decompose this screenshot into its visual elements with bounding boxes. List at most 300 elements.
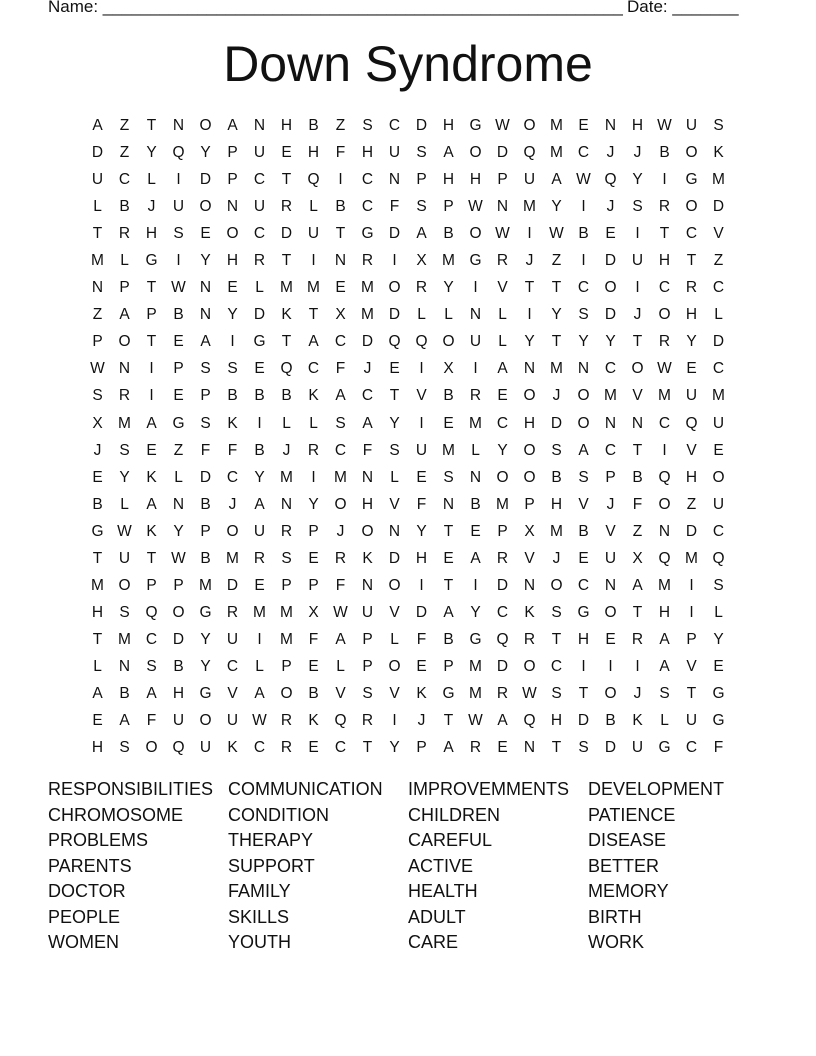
- grid-letter: Y: [470, 603, 481, 621]
- grid-letter: M: [91, 252, 104, 270]
- grid-letter: H: [145, 225, 158, 243]
- grid-letter: Q: [523, 712, 536, 730]
- grid-letter: L: [120, 495, 129, 513]
- grid-letter: Z: [119, 117, 130, 134]
- grid-letter: S: [632, 198, 643, 216]
- grid-letter: D: [388, 225, 401, 243]
- grid-letter: E: [497, 387, 508, 405]
- grid-letter: I: [473, 576, 478, 594]
- grid-letter: R: [280, 739, 293, 757]
- grid-letter: I: [635, 279, 640, 297]
- grid-letter: E: [470, 522, 481, 540]
- grid-letter: Q: [523, 144, 536, 162]
- grid-letter: D: [388, 549, 401, 567]
- grid-letter: C: [658, 414, 671, 432]
- grid-letter: A: [578, 441, 589, 459]
- grid-letter: H: [442, 171, 455, 189]
- grid-letter: L: [444, 306, 453, 324]
- grid-letter: R: [226, 603, 239, 621]
- grid-letter: G: [469, 630, 482, 648]
- grid-letter: A: [146, 495, 157, 513]
- grid-letter: I: [230, 333, 235, 351]
- grid-letter: M: [469, 657, 482, 675]
- grid-letter: O: [631, 360, 644, 378]
- grid-letter: O: [361, 522, 374, 540]
- grid-letter: Y: [713, 630, 724, 648]
- grid-letter: T: [578, 684, 589, 702]
- grid-letter: M: [118, 630, 131, 648]
- grid-letter: R: [253, 252, 266, 270]
- grid-letter: R: [685, 279, 698, 297]
- grid-letter: G: [361, 225, 374, 243]
- grid-letter: U: [172, 198, 185, 216]
- grid-letter: B: [443, 387, 454, 405]
- grid-letter: L: [336, 657, 345, 675]
- grid-letter: D: [685, 522, 698, 540]
- grid-letter: L: [93, 657, 102, 675]
- grid-letter: Z: [335, 117, 346, 134]
- grid-letter: U: [469, 333, 482, 351]
- grid-letter: I: [311, 468, 316, 486]
- grid-letter: C: [361, 198, 374, 216]
- grid-letter: N: [388, 522, 401, 540]
- grid-letter: H: [550, 495, 563, 513]
- grid-letter: T: [686, 684, 697, 702]
- grid-letter: A: [335, 387, 346, 405]
- grid-letter: N: [334, 252, 347, 270]
- grid-letter: T: [146, 549, 157, 567]
- grid-letter: A: [227, 117, 238, 134]
- grid-letter: G: [469, 117, 482, 134]
- grid-letter: R: [334, 549, 347, 567]
- grid-letter: Q: [334, 712, 347, 730]
- grid-letter: A: [119, 306, 130, 324]
- grid-letter: C: [334, 441, 347, 459]
- grid-letter: A: [200, 333, 211, 351]
- grid-letter: C: [334, 739, 347, 757]
- grid-letter: U: [361, 603, 374, 621]
- grid-letter: I: [257, 414, 262, 432]
- grid-letter: I: [149, 360, 154, 378]
- grid-letter: B: [281, 387, 292, 405]
- grid-letter: N: [442, 495, 455, 513]
- grid-letter: A: [92, 117, 103, 134]
- grid-letter: Q: [658, 549, 671, 567]
- grid-letter: N: [172, 495, 185, 513]
- grid-letter: Z: [713, 252, 724, 270]
- grid-letter: E: [308, 549, 319, 567]
- grid-letter: U: [253, 522, 266, 540]
- grid-letter: C: [685, 225, 698, 243]
- grid-letter: G: [199, 603, 212, 621]
- grid-letter: A: [416, 225, 427, 243]
- grid-letter: B: [200, 495, 211, 513]
- word-bank-item: BIRTH: [588, 906, 642, 927]
- grid-letter: U: [604, 549, 617, 567]
- grid-letter: D: [496, 144, 509, 162]
- grid-letter: N: [199, 279, 212, 297]
- grid-letter: S: [335, 414, 346, 432]
- grid-letter: U: [631, 252, 644, 270]
- grid-letter: J: [228, 495, 237, 513]
- grid-letter: I: [581, 657, 586, 675]
- grid-letter: N: [523, 360, 536, 378]
- grid-letter: H: [226, 252, 239, 270]
- grid-letter: O: [523, 657, 536, 675]
- grid-letter: P: [281, 576, 292, 594]
- word-bank-item: PROBLEMS: [48, 830, 149, 850]
- grid-letter: X: [632, 549, 643, 567]
- grid-letter: E: [578, 117, 589, 134]
- grid-letter: H: [658, 603, 671, 621]
- grid-letter: P: [173, 576, 184, 594]
- word-bank-item: ADULT: [408, 906, 466, 927]
- grid-letter: P: [308, 522, 319, 540]
- grid-letter: M: [550, 144, 563, 162]
- grid-letter: B: [173, 657, 184, 675]
- grid-letter: F: [632, 495, 643, 513]
- grid-letter: C: [577, 576, 590, 594]
- grid-letter: L: [282, 414, 291, 432]
- grid-letter: I: [662, 171, 667, 189]
- grid-letter: O: [523, 387, 536, 405]
- grid-letter: T: [551, 630, 562, 648]
- grid-letter: O: [550, 576, 563, 594]
- grid-letter: I: [662, 441, 667, 459]
- grid-letter: Y: [632, 171, 643, 189]
- grid-letter: T: [146, 333, 157, 351]
- grid-letter: H: [442, 117, 455, 134]
- grid-letter: P: [92, 333, 103, 351]
- grid-letter: O: [145, 739, 158, 757]
- grid-letter: S: [416, 198, 427, 216]
- grid-letter: P: [524, 495, 535, 513]
- grid-letter: A: [335, 630, 346, 648]
- grid-letter: B: [578, 225, 589, 243]
- grid-letter: C: [577, 144, 590, 162]
- grid-letter: E: [443, 414, 454, 432]
- grid-letter: A: [146, 684, 157, 702]
- grid-letter: N: [604, 414, 617, 432]
- grid-letter: T: [92, 225, 103, 243]
- grid-letter: P: [443, 657, 454, 675]
- grid-letter: G: [91, 522, 104, 540]
- grid-letter: Y: [389, 739, 400, 757]
- grid-letter: D: [199, 171, 212, 189]
- grid-letter: E: [713, 657, 724, 675]
- grid-letter: B: [254, 441, 265, 459]
- grid-letter: R: [658, 333, 671, 351]
- grid-letter: R: [523, 630, 536, 648]
- grid-letter: W: [171, 549, 186, 567]
- grid-letter: K: [524, 603, 535, 621]
- grid-letter: E: [605, 225, 616, 243]
- grid-letter: P: [362, 630, 373, 648]
- grid-letter: R: [280, 198, 293, 216]
- page-title: Down Syndrome: [223, 36, 593, 92]
- grid-letter: M: [658, 387, 671, 405]
- grid-letter: A: [659, 630, 670, 648]
- grid-letter: U: [253, 144, 266, 162]
- grid-letter: J: [606, 198, 615, 216]
- grid-letter: F: [389, 198, 400, 216]
- grid-letter: H: [550, 712, 563, 730]
- grid-letter: I: [419, 360, 424, 378]
- grid-letter: B: [227, 387, 238, 405]
- grid-letter: O: [280, 684, 293, 702]
- grid-letter: L: [93, 198, 102, 216]
- grid-letter: M: [550, 117, 563, 134]
- grid-letter: I: [635, 225, 640, 243]
- grid-letter: T: [281, 171, 292, 189]
- grid-letter: S: [200, 360, 211, 378]
- grid-letter: I: [176, 171, 181, 189]
- grid-letter: S: [389, 441, 400, 459]
- grid-letter: M: [442, 441, 455, 459]
- grid-letter: R: [469, 739, 482, 757]
- grid-letter: E: [200, 225, 211, 243]
- grid-letter: A: [497, 712, 508, 730]
- grid-letter: O: [388, 657, 401, 675]
- grid-letter: A: [443, 739, 454, 757]
- grid-letter: W: [117, 522, 132, 540]
- grid-letter: O: [604, 684, 617, 702]
- word-bank-item: DISEASE: [588, 830, 667, 850]
- grid-letter: D: [199, 468, 212, 486]
- grid-letter: I: [311, 252, 316, 270]
- grid-letter: S: [173, 225, 184, 243]
- grid-letter: T: [632, 441, 643, 459]
- grid-letter: E: [308, 739, 319, 757]
- grid-letter: B: [443, 225, 454, 243]
- word-bank-item: PATIENCE: [588, 804, 676, 825]
- grid-letter: R: [361, 252, 374, 270]
- grid-letter: F: [227, 441, 238, 459]
- grid-letter: L: [309, 198, 318, 216]
- grid-letter: W: [333, 603, 348, 621]
- grid-letter: K: [713, 144, 724, 162]
- grid-letter: Y: [227, 306, 238, 324]
- grid-letter: Y: [146, 144, 157, 162]
- word-bank: [48, 777, 768, 956]
- grid-letter: G: [712, 712, 725, 730]
- grid-letter: N: [199, 306, 212, 324]
- grid-letter: O: [226, 522, 239, 540]
- word-bank-item: PARENTS: [48, 855, 132, 876]
- grid-letter: C: [307, 360, 320, 378]
- grid-letter: F: [335, 576, 346, 594]
- grid-letter: L: [390, 630, 399, 648]
- grid-letter: E: [335, 279, 346, 297]
- grid-letter: O: [496, 468, 509, 486]
- grid-letter: H: [415, 549, 428, 567]
- grid-letter: E: [92, 712, 103, 730]
- grid-letter: Y: [200, 657, 211, 675]
- grid-letter: S: [281, 549, 292, 567]
- grid-letter: Z: [686, 495, 697, 513]
- grid-letter: I: [473, 360, 478, 378]
- grid-letter: U: [307, 225, 320, 243]
- grid-letter: J: [363, 360, 372, 378]
- grid-letter: U: [118, 549, 131, 567]
- grid-letter: V: [605, 522, 616, 540]
- grid-letter: H: [361, 495, 374, 513]
- grid-letter: N: [361, 468, 374, 486]
- grid-letter: C: [226, 657, 239, 675]
- grid-letter: U: [523, 171, 536, 189]
- grid-letter: N: [523, 576, 536, 594]
- word-bank-item: WOMEN: [48, 932, 119, 952]
- grid-letter: P: [416, 739, 427, 757]
- grid-letter: O: [658, 495, 671, 513]
- word-bank-item: IMPROVEMMENTS: [408, 779, 570, 799]
- grid-letter: O: [442, 333, 455, 351]
- grid-letter: D: [604, 739, 617, 757]
- grid-letter: G: [469, 252, 482, 270]
- grid-letter: Y: [200, 630, 211, 648]
- word-bank-item: CHROMOSOME: [48, 804, 183, 825]
- grid-letter: K: [416, 684, 427, 702]
- grid-letter: I: [581, 198, 586, 216]
- grid-letter: S: [227, 360, 238, 378]
- word-bank-item: WORK: [588, 932, 644, 952]
- grid-letter: N: [280, 495, 293, 513]
- grid-letter: H: [280, 117, 293, 134]
- grid-letter: C: [604, 360, 617, 378]
- grid-letter: B: [308, 117, 319, 134]
- grid-letter: A: [659, 657, 670, 675]
- grid-letter: E: [173, 387, 184, 405]
- grid-letter: B: [605, 712, 616, 730]
- grid-letter: L: [255, 657, 264, 675]
- grid-letter: P: [686, 630, 697, 648]
- word-bank-item: DEVELOPMENT: [588, 779, 725, 799]
- grid-letter: P: [119, 279, 130, 297]
- grid-letter: I: [608, 657, 613, 675]
- grid-letter: T: [443, 576, 454, 594]
- grid-letter: S: [443, 468, 454, 486]
- grid-letter: N: [388, 171, 401, 189]
- grid-letter: T: [659, 225, 670, 243]
- grid-letter: J: [147, 198, 156, 216]
- grid-letter: M: [604, 387, 617, 405]
- grid-letter: N: [604, 117, 617, 134]
- grid-letter: I: [149, 387, 154, 405]
- grid-letter: X: [92, 414, 103, 432]
- grid-letter: N: [631, 414, 644, 432]
- grid-letter: H: [307, 144, 320, 162]
- grid-letter: U: [91, 171, 104, 189]
- grid-letter: F: [308, 630, 319, 648]
- grid-letter: M: [91, 576, 104, 594]
- grid-letter: M: [361, 306, 374, 324]
- grid-letter: U: [226, 712, 239, 730]
- grid-letter: D: [226, 576, 239, 594]
- grid-letter: A: [443, 603, 454, 621]
- grid-letter: U: [226, 630, 239, 648]
- grid-letter: B: [443, 630, 454, 648]
- grid-letter: H: [172, 684, 185, 702]
- word-bank-item: CHILDREN: [408, 804, 501, 825]
- grid-letter: H: [631, 117, 644, 134]
- grid-letter: L: [147, 171, 156, 189]
- grid-letter: W: [522, 684, 537, 702]
- grid-letter: W: [657, 360, 672, 378]
- grid-letter: Y: [173, 522, 184, 540]
- grid-letter: R: [469, 387, 482, 405]
- grid-letter: S: [713, 117, 724, 134]
- grid-letter: O: [199, 712, 212, 730]
- grid-letter: K: [362, 549, 373, 567]
- grid-letter: E: [578, 549, 589, 567]
- grid-letter: P: [497, 522, 508, 540]
- grid-letter: O: [118, 333, 131, 351]
- grid-letter: B: [632, 468, 643, 486]
- grid-letter: E: [605, 630, 616, 648]
- grid-letter: J: [552, 387, 561, 405]
- grid-letter: C: [496, 603, 509, 621]
- grid-letter: Y: [443, 279, 454, 297]
- grid-letter: U: [253, 198, 266, 216]
- grid-letter: A: [92, 684, 103, 702]
- grid-letter: A: [254, 495, 265, 513]
- grid-letter: O: [577, 387, 590, 405]
- grid-letter: X: [524, 522, 535, 540]
- grid-letter: X: [443, 360, 454, 378]
- grid-letter: J: [552, 549, 561, 567]
- grid-letter: S: [119, 441, 130, 459]
- grid-letter: S: [92, 387, 103, 405]
- grid-letter: T: [524, 279, 535, 297]
- grid-letter: Y: [497, 441, 508, 459]
- grid-letter: L: [309, 414, 318, 432]
- grid-letter: F: [416, 495, 427, 513]
- grid-letter: E: [497, 739, 508, 757]
- grid-letter: F: [335, 360, 346, 378]
- grid-letter: H: [91, 739, 104, 757]
- grid-letter: I: [581, 252, 586, 270]
- grid-letter: R: [496, 684, 509, 702]
- grid-letter: T: [335, 225, 346, 243]
- header: [48, 0, 739, 17]
- grid-letter: P: [362, 657, 373, 675]
- grid-letter: M: [361, 279, 374, 297]
- grid-letter: N: [91, 279, 104, 297]
- grid-letter: M: [307, 279, 320, 297]
- grid-letter: R: [631, 630, 644, 648]
- grid-letter: Y: [200, 144, 211, 162]
- grid-letter: I: [338, 171, 343, 189]
- grid-letter: G: [712, 684, 725, 702]
- grid-letter: V: [713, 225, 724, 243]
- grid-letter: N: [361, 576, 374, 594]
- grid-letter: R: [361, 712, 374, 730]
- grid-letter: N: [523, 739, 536, 757]
- grid-letter: T: [551, 739, 562, 757]
- grid-letter: S: [362, 684, 373, 702]
- grid-letter: C: [496, 414, 509, 432]
- grid-letter: L: [498, 333, 507, 351]
- grid-letter: K: [227, 414, 238, 432]
- grid-letter: I: [689, 603, 694, 621]
- grid-letter: W: [495, 225, 510, 243]
- grid-letter: D: [550, 414, 563, 432]
- grid-letter: O: [685, 198, 698, 216]
- grid-letter: Q: [280, 360, 293, 378]
- grid-letter: Y: [524, 333, 535, 351]
- grid-letter: D: [388, 306, 401, 324]
- grid-letter: P: [146, 576, 157, 594]
